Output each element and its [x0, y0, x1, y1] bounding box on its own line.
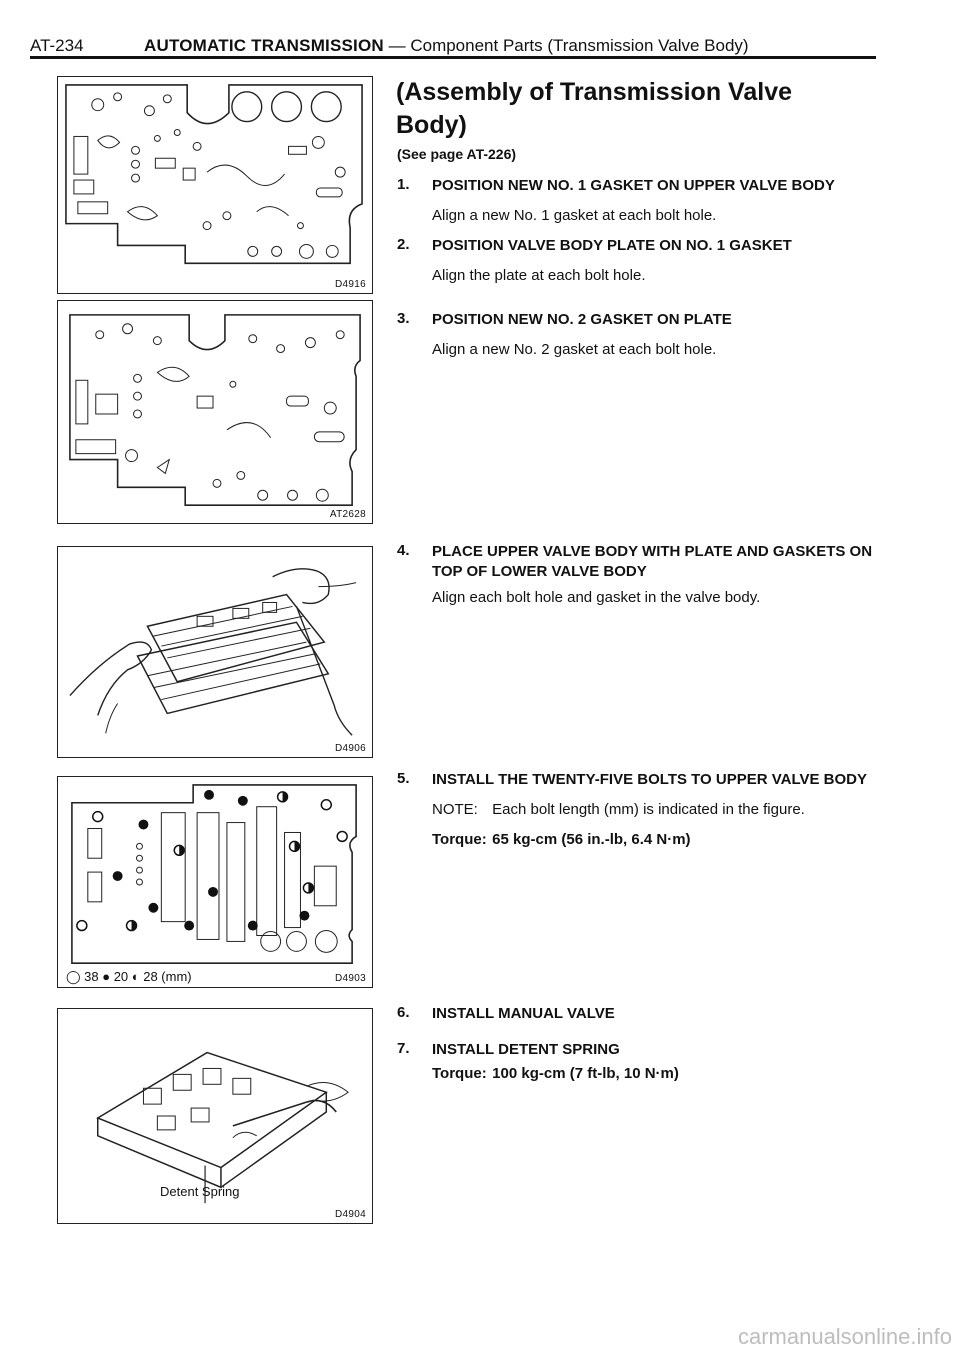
step-description: Align a new No. 1 gasket at each bolt hole.: [432, 207, 717, 224]
figure-number: AT2628: [329, 509, 366, 520]
step-2: [397, 236, 897, 286]
step-number: 1.: [397, 176, 410, 193]
step-heading: POSITION NEW NO. 2 GASKET ON PLATE: [432, 311, 732, 328]
step-number: 4.: [397, 542, 410, 559]
step-7: [397, 1040, 897, 1084]
torque-label: Torque:: [432, 1065, 487, 1082]
hands-assembly-drawing: [58, 547, 372, 757]
title-bold: AUTOMATIC TRANSMISSION: [144, 36, 384, 55]
step-description: Align the plate at each bolt hole.: [432, 267, 646, 284]
note-label: NOTE:: [432, 801, 478, 818]
bolt-layout-drawing: [58, 777, 372, 987]
note-text: Each bolt length (mm) is indicated in the figure.: [492, 801, 805, 818]
step-6: [397, 1004, 897, 1024]
step-number: 3.: [397, 310, 410, 327]
step-heading: INSTALL MANUAL VALVE: [432, 1005, 615, 1022]
step-heading: PLACE UPPER VALVE BODY WITH PLATE AND GASKETS ON TOP OF LOWER VALVE BODY: [432, 543, 873, 580]
step-heading: INSTALL DETENT SPRING: [432, 1041, 620, 1058]
figure-placing-upper-body: [57, 546, 373, 758]
detent-spring-label: Detent Spring: [160, 1184, 240, 1199]
header-rule: [30, 56, 876, 59]
step-1: [397, 176, 897, 226]
page-header: [30, 32, 876, 56]
step-description: Align a new No. 2 gasket at each bolt hole.: [432, 341, 717, 358]
see-page-reference: (See page AT-226): [397, 146, 517, 162]
step-3: [397, 310, 897, 360]
torque-label: Torque:: [432, 831, 487, 848]
figure-valve-body-plate: [57, 300, 373, 524]
page-title: [144, 36, 749, 56]
title-rest: — Component Parts (Transmission Valve Body): [383, 36, 749, 55]
plate-drawing: [58, 301, 372, 523]
step-number: 7.: [397, 1040, 410, 1057]
step-torque: [432, 830, 887, 850]
figure-upper-valve-body: [57, 76, 373, 294]
step-5: [397, 770, 887, 850]
valve-body-drawing: [58, 77, 372, 293]
bolt-length-legend: ◯ 38 ● 20 ◐ 28 (mm): [66, 969, 192, 984]
figure-number: D4906: [335, 743, 366, 754]
step-torque: [432, 1064, 897, 1084]
figure-number: D4916: [335, 279, 366, 290]
section-title: (Assembly of Transmission Valve Body): [396, 78, 792, 139]
step-heading: POSITION VALVE BODY PLATE ON NO. 1 GASKET: [432, 237, 792, 254]
torque-value: 65 kg-cm (56 in.-lb, 6.4 N·m): [492, 831, 691, 848]
figure-detent-spring: [57, 1008, 373, 1224]
step-note: [432, 800, 887, 820]
footer-watermark: carmanualsonline.info: [737, 1324, 952, 1349]
step-description: Align each bolt hole and gasket in the valve body.: [432, 589, 761, 606]
figure-number: D4903: [335, 973, 366, 984]
figure-bolt-locations: [57, 776, 373, 988]
figure-number: D4904: [335, 1209, 366, 1220]
step-4: [397, 542, 887, 608]
torque-value: 100 kg-cm (7 ft-lb, 10 N·m): [492, 1065, 679, 1082]
step-number: 6.: [397, 1004, 410, 1021]
step-number: 2.: [397, 236, 410, 253]
step-heading: INSTALL THE TWENTY-FIVE BOLTS TO UPPER VALVE BODY: [432, 771, 868, 788]
step-heading: POSITION NEW NO. 1 GASKET ON UPPER VALVE BODY: [432, 177, 835, 194]
page-code: AT-234: [30, 36, 84, 55]
step-number: 5.: [397, 770, 410, 787]
